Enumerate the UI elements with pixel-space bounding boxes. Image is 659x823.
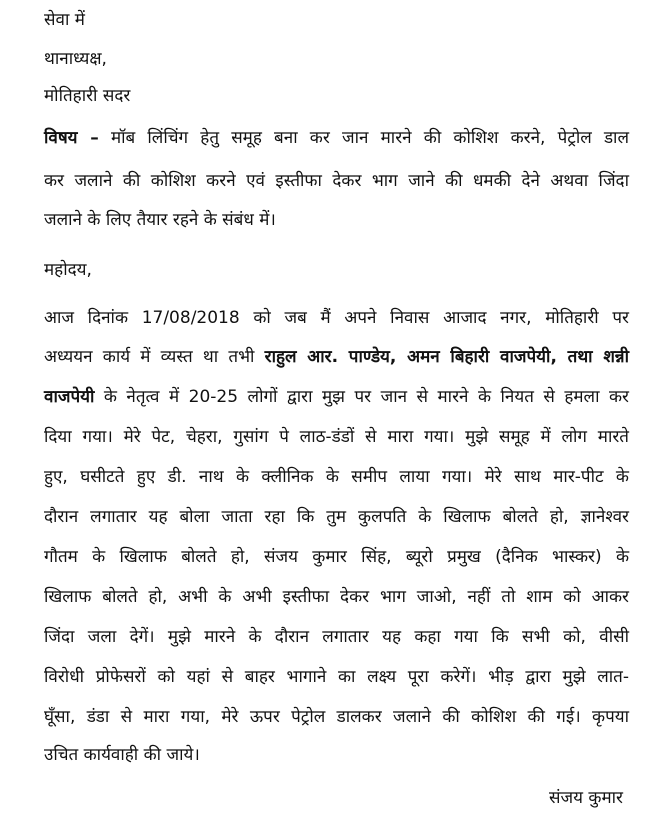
body-line-1: आज दिनांक 17/08/2018 को जब मैं अपने निवास आजाद नगर, मोतिहारी पर [44, 308, 629, 328]
signature: संजय कुमार [549, 788, 623, 808]
body-line-10: विरोधी प्रोफेसरों को यहां से बाहर भागाने का लक्ष्य पूरा करेगें। भीड़ द्वारा मुझे लात- [44, 667, 629, 687]
subject-text-1: मॉब लिंचिंग हेतु समूह बना कर जान मारने की कोशिश करने, पेट्रोल डाल [110, 128, 629, 148]
accused-names: राहुल आर. पाण्डेय, अमन बिहारी वाजपेयी, तथा शन्नी [264, 347, 629, 367]
body-line-12: उचित कार्यवाही की जाये। [44, 745, 200, 765]
subject-line-2: कर जलाने की कोशिश करने एवं इस्तीफा देकर भाग जाने की धमकी देने अथवा जिंदा [44, 171, 629, 191]
body-line-5: हुए, घसीटते हुए डी. नाथ के क्लीनिक के समीप लाया गया। मेरे साथ मार-पीट के [44, 467, 629, 487]
subject-line-3: जलाने के लिए तैयार रहने के संबंध में। [44, 210, 276, 230]
subject-label: विषय – [44, 128, 99, 148]
salutation: महोदय, [44, 260, 92, 280]
address-line-1: सेवा में [44, 10, 85, 30]
body-line-11: घूँसा, डंडा से मारा गया, मेरे ऊपर पेट्रोल डालकर जलाने की कोशिश की गई। कृपया [44, 707, 629, 727]
body-line-6: दौरान लगातार यह बोला जाता रहा कि तुम कुलपति के खिलाफ बोलते हो, ज्ञानेश्वर [44, 507, 629, 527]
body-line-8: खिलाफ बोलते हो, अभी के अभी इस्तीफा देकर भाग जाओ, नहीं तो शाम को आकर [44, 587, 629, 607]
body-line-2-text: अध्ययन कार्य में व्यस्त था तभी [44, 347, 265, 367]
body-line-3 [44, 386, 629, 408]
body-line-7: गौतम के खिलाफ बोलते हो, संजय कुमार सिंह, ब्यूरो प्रमुख (दैनिक भास्कर) के [44, 547, 629, 567]
address-line-3: मोतिहारी सदर [44, 86, 131, 106]
body-line-3-text: के नेतृत्व में 20-25 लोगों द्वारा मुझ पर जान से मारने के नियत से हमला कर [94, 387, 629, 407]
body-line-2 [44, 346, 629, 368]
body-line-9: जिंदा जला देगें। मुझे मारने के दौरान लगातार यह कहा गया कि सभी को, वीसी [44, 627, 629, 647]
body-line-4: दिया गया। मेरे पेट, चेहरा, गुसांग पे लाठ-डंडों से मारा गया। मुझे समूह में लोग मारते [44, 427, 629, 447]
address-line-2: थानाध्यक्ष, [44, 49, 107, 69]
subject-line-1 [44, 127, 629, 149]
accused-name-end: वाजपेयी [44, 387, 95, 407]
